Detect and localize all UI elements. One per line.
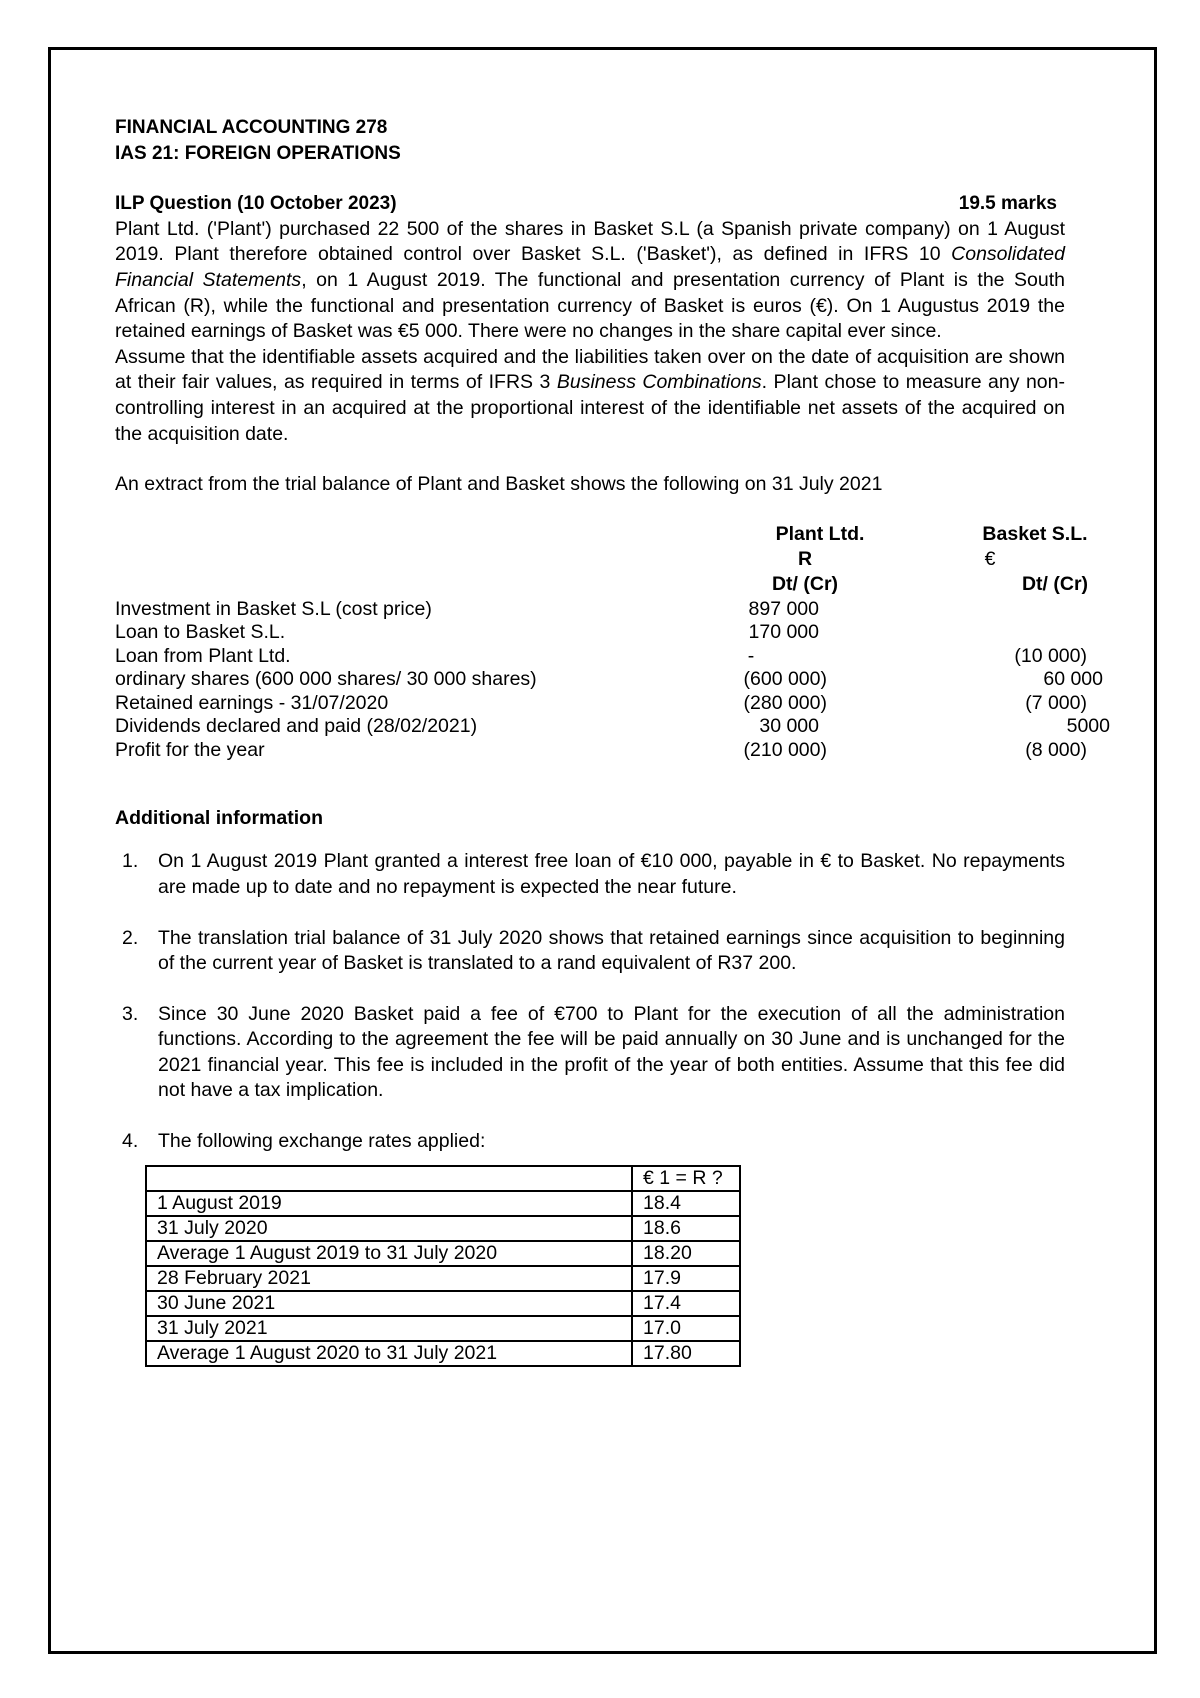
table-row <box>146 1191 740 1216</box>
table-row <box>146 1291 740 1316</box>
marks: 19.5 marks <box>958 193 1057 215</box>
tb-row-plant-value: 30 000 <box>759 715 819 738</box>
question-title: ILP Question (10 October 2023) <box>115 193 397 215</box>
table-header-rate: € 1 = R ? <box>632 1166 740 1191</box>
additional-list <box>115 849 1065 1154</box>
paragraph-2 <box>115 345 1065 447</box>
rate-value: 18.4 <box>632 1191 740 1216</box>
tb-row-basket-value: (7 000) <box>1025 691 1087 714</box>
list-item <box>115 1129 1065 1155</box>
topic-title: IAS 21: FOREIGN OPERATIONS <box>115 142 401 164</box>
rate-date: 28 February 2021 <box>146 1266 632 1291</box>
rate-value: 18.6 <box>632 1216 740 1241</box>
tb-row-plant-value: 170 000 <box>748 621 819 644</box>
tb-row-basket-value: (10 000) <box>1014 644 1087 667</box>
trial-balance <box>115 522 1110 784</box>
tb-row-label: Loan to Basket S.L. <box>115 621 286 644</box>
p2-text-a: Assume that the identifiable assets acquired and the liabilities taken over on the date of acquisition are shown at their fair values, as required in terms of IFRS 3 <box>115 345 1065 394</box>
list-item-text: Since 30 June 2020 Basket paid a fee of €700 to Plant for the execution of all the administration functions. According to the agreement the fee will be paid annually on 30 June and is unchanged for the 2021 financial year. This fee is included in the profit of the year of both entities. Assume that this fee did not have a tax implication. <box>158 1002 1065 1102</box>
tb-row-label: Dividends declared and paid (28/02/2021) <box>115 715 478 738</box>
table-row <box>146 1266 740 1291</box>
document-body <box>115 115 1110 1367</box>
list-item-number: 1. <box>122 850 139 873</box>
list-item <box>115 1002 1065 1104</box>
tb-row-label: Loan from Plant Ltd. <box>115 644 291 667</box>
rate-value: 17.80 <box>632 1341 740 1366</box>
course-title: FINANCIAL ACCOUNTING 278 <box>115 117 388 138</box>
list-item-number: 3. <box>122 1002 139 1025</box>
rate-value: 17.9 <box>632 1266 740 1291</box>
rate-value: 17.4 <box>632 1291 740 1316</box>
tb-row-basket-value: 5000 <box>1066 715 1110 738</box>
table-row <box>146 1341 740 1366</box>
tb-row-plant-value: (210 000) <box>743 738 827 761</box>
list-item <box>115 926 1065 977</box>
question-row <box>115 191 1065 217</box>
p2-text-b: . Plant chose to measure any non-controlling interest in an acquired at the proportional interest of the identifiable net assets of the acquired on the acquisition date. <box>115 371 1065 445</box>
table-header-blank <box>146 1166 632 1191</box>
basket-col-currency: € <box>984 547 996 570</box>
basket-col-dtcr: Dt/ (Cr) <box>1021 572 1089 595</box>
tb-row-plant-value: (280 000) <box>743 691 827 714</box>
list-item-text: On 1 August 2019 Plant granted a interest free loan of €10 000, payable in € to Basket. No repayments are made up to date and no repayment is expected the near future. <box>158 850 1065 898</box>
p2-italic: Business Combinations <box>556 371 762 394</box>
tb-row-basket-value: 60 000 <box>1043 668 1103 691</box>
plant-col-name: Plant Ltd. <box>775 522 865 545</box>
basket-col-name: Basket S.L. <box>982 522 1088 545</box>
rate-date: 31 July 2021 <box>146 1316 632 1341</box>
plant-col-currency: R <box>797 547 813 570</box>
plant-col-dtcr: Dt/ (Cr) <box>771 572 839 595</box>
table-row <box>146 1241 740 1266</box>
tb-row-basket-value: (8 000) <box>1025 738 1087 761</box>
rate-date: 30 June 2021 <box>146 1291 632 1316</box>
rate-value: 17.0 <box>632 1316 740 1341</box>
rate-date: 1 August 2019 <box>146 1191 632 1216</box>
additional-heading: Additional information <box>115 806 323 829</box>
paragraph-3: An extract from the trial balance of Plant and Basket shows the following on 31 July 2021 <box>115 473 883 496</box>
list-item <box>115 849 1065 900</box>
tb-row-label: Retained earnings - 31/07/2020 <box>115 691 389 714</box>
p1-text-a: Plant Ltd. ('Plant') purchased 22 500 of the shares in Basket S.L (a Spanish private company) on 1 August 2019. Plant therefore obtained control over Basket S.L. ('Basket'), as defined in IFRS 10 <box>115 217 1065 266</box>
rate-date: Average 1 August 2020 to 31 July 2021 <box>146 1341 632 1366</box>
tb-row-label: ordinary shares (600 000 shares/ 30 000 shares) <box>115 668 537 691</box>
list-item-number: 2. <box>122 926 139 949</box>
p1-text-b: , on 1 August 2019. The functional and presentation currency of Plant is the South African (R), while the functional and presentation currency of Basket is euros (€). On 1 Augustus 2019 the retained earnings of Basket was €5 000. There were no changes in the share capital ever since. <box>115 268 1065 343</box>
tb-row-plant-value: - <box>747 644 755 667</box>
table-row <box>146 1216 740 1241</box>
paragraph-1 <box>115 217 1065 345</box>
list-item-number: 4. <box>122 1130 139 1153</box>
tb-row-label: Investment in Basket S.L (cost price) <box>115 597 432 620</box>
table-row <box>146 1316 740 1341</box>
rate-value: 18.20 <box>632 1241 740 1266</box>
tb-row-plant-value: 897 000 <box>748 597 819 620</box>
tb-row-plant-value: (600 000) <box>743 668 827 691</box>
rate-date: 31 July 2020 <box>146 1216 632 1241</box>
rate-date: Average 1 August 2019 to 31 July 2020 <box>146 1241 632 1266</box>
p1-italic: Consolidated Financial Statements <box>115 243 1065 291</box>
table-row <box>146 1166 740 1191</box>
tb-row-label: Profit for the year <box>115 738 265 761</box>
list-item-text: The following exchange rates applied: <box>158 1130 486 1153</box>
list-item-text: The translation trial balance of 31 July 2020 shows that retained earnings since acquisition to beginning of the current year of Basket is translated to a rand equivalent of R37 200. <box>158 926 1065 975</box>
exchange-rate-table <box>145 1165 741 1367</box>
